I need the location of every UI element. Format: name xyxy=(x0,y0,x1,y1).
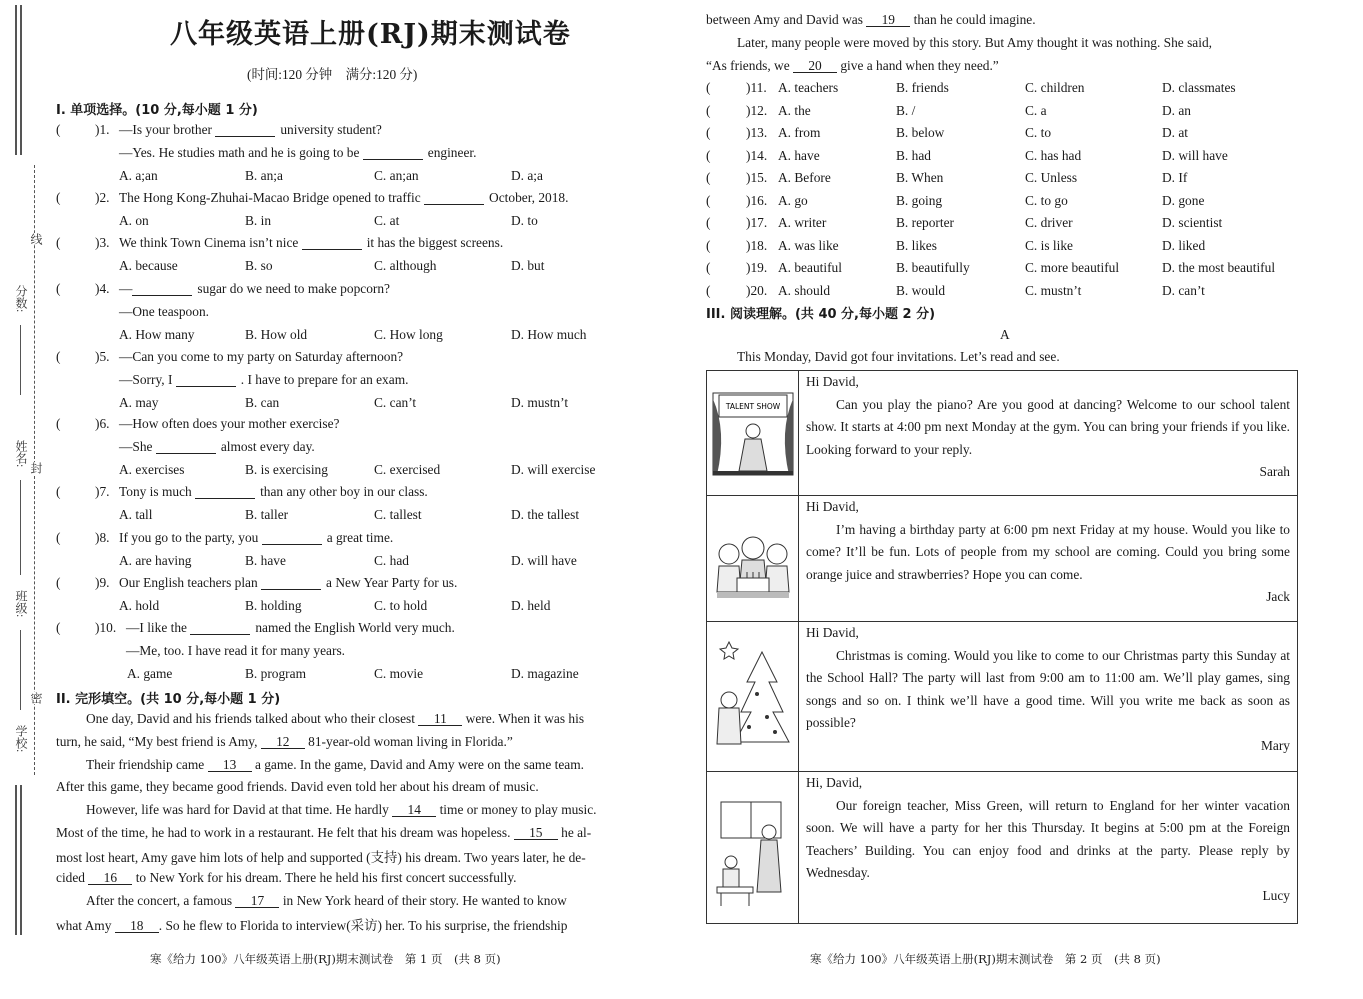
cloze-line xyxy=(737,35,1212,51)
stem-text: —Me, too. I have read it for many years. xyxy=(126,643,346,658)
question-number: )18. xyxy=(746,237,768,253)
question-number: )4. xyxy=(95,281,110,296)
option-a[interactable]: A. tall xyxy=(119,507,153,522)
option-c[interactable]: C. tallest xyxy=(374,507,422,522)
cloze-blank[interactable]: 13 xyxy=(208,758,252,772)
cloze-text: However, life was hard for David at that time. He hardly xyxy=(86,802,393,817)
question-stem xyxy=(119,122,382,138)
option-a[interactable]: A. exercises xyxy=(119,462,185,477)
cloze-blank[interactable]: 12 xyxy=(261,735,305,749)
option-d[interactable]: D. If xyxy=(1162,170,1188,185)
question-stem xyxy=(119,145,476,161)
question-stem xyxy=(119,190,568,206)
stem-text: Tony is much xyxy=(119,484,196,499)
cloze-line xyxy=(86,757,584,773)
option-a[interactable]: A. have xyxy=(778,147,820,163)
option-d[interactable]: D. liked xyxy=(1162,237,1206,253)
seal-line-mi: 密 xyxy=(29,692,43,704)
question-number: )16. xyxy=(746,192,768,208)
stem-text: a great time. xyxy=(326,530,394,545)
stem-text: —Yes. He studies math and he is going to be xyxy=(119,145,363,160)
option-a[interactable]: A. should xyxy=(778,282,831,298)
invitation-body: Our foreign teacher, Miss Green, will return to England for her winter vacation soon. We will have a party for her this Thursday. It begins at 5:00 pm at the Foreign Teachers’ Building. You can enjoy food and drinks at the party. Please reply by Wednesday. xyxy=(806,797,1290,881)
class-label: 班级: xyxy=(14,590,28,618)
question-number: )10. xyxy=(95,620,117,635)
talent-show-picture xyxy=(707,371,799,495)
question-stem xyxy=(119,439,315,455)
option-b[interactable]: B. When xyxy=(896,170,944,185)
cloze-line xyxy=(86,802,597,818)
answer-paren: ( xyxy=(706,125,711,140)
question-number: )7. xyxy=(95,484,110,499)
invitation-body: Can you play the piano? Are you good at dancing? Welcome to our school talent show. It starts at 4:00 pm next Monday at the gym. You can bring your friends if you like. Looking forward to your reply. xyxy=(806,396,1290,457)
invitation-body: Christmas is coming. Would you like to come to our Christmas party this Sunday at the School Hall? The party will last from 9:00 am to 11:00 am. We’ll play games, sing songs and so on. I think we’ll have a good time. Will you write me back as soon as possible? xyxy=(806,647,1290,731)
teacher-party-picture xyxy=(707,772,799,924)
question-number: )6. xyxy=(95,416,110,431)
answer-blank[interactable] xyxy=(195,485,255,499)
cloze-line xyxy=(56,847,586,866)
option-b[interactable]: B. an;a xyxy=(245,168,283,183)
answer-blank[interactable] xyxy=(302,236,362,250)
option-b[interactable]: B. so xyxy=(245,258,273,273)
option-b[interactable]: B. holding xyxy=(245,598,302,613)
invitation-greeting: Hi David, xyxy=(806,374,859,389)
stem-text: Our English teachers plan xyxy=(119,575,262,590)
option-c[interactable]: C. at xyxy=(374,213,400,228)
stem-text: university student? xyxy=(280,122,382,137)
stem-text: a New Year Party for us. xyxy=(326,575,458,590)
option-d[interactable]: D. the most beautiful xyxy=(1162,260,1276,275)
option-d[interactable]: D. magazine xyxy=(511,666,579,681)
option-c[interactable]: C. a xyxy=(1025,102,1047,118)
answer-paren: ( xyxy=(706,102,711,118)
invitation-row xyxy=(707,371,1297,495)
cloze-blank[interactable]: 20 xyxy=(793,59,837,73)
question-number: )19. xyxy=(746,260,768,275)
option-b[interactable]: B. can xyxy=(245,395,280,410)
question-stem xyxy=(119,372,408,388)
option-a[interactable]: A. writer xyxy=(778,215,827,230)
option-d[interactable]: D. scientist xyxy=(1162,215,1223,230)
cloze-line xyxy=(56,915,567,934)
invitation-greeting: Hi David, xyxy=(806,499,859,514)
cloze-line xyxy=(706,58,999,74)
option-d[interactable]: D. will have xyxy=(1162,147,1228,163)
cloze-text: most lost heart, Amy gave him lots of help and supported (支持) his dream. Two years later, he de- xyxy=(56,850,586,865)
option-d[interactable]: D. will exercise xyxy=(511,462,596,477)
cloze-text: a game. In the game, David and Amy were on the same team. xyxy=(251,757,585,772)
option-c[interactable]: C. more beautiful xyxy=(1025,260,1120,275)
question-stem xyxy=(126,620,455,636)
option-d[interactable]: D. a;a xyxy=(511,168,543,183)
option-a[interactable]: A. from xyxy=(778,125,821,140)
stem-text: sugar do we need to make popcorn? xyxy=(197,281,390,296)
stem-text: —I like the xyxy=(126,620,191,635)
option-c[interactable]: C. How long xyxy=(374,327,443,342)
page-footer: 寒《给力 100》八年级英语上册(RJ)期末测试卷 第 2 页 (共 8 页) xyxy=(810,952,1161,966)
question-stem xyxy=(126,643,345,659)
binding-bar-bottom xyxy=(20,785,22,935)
answer-blank[interactable] xyxy=(156,440,216,454)
option-c[interactable]: C. to xyxy=(1025,125,1052,140)
section1-title: I. 单项选择。(10 分,每小题 1 分) xyxy=(56,103,258,118)
answer-paren: ( xyxy=(56,349,61,364)
option-a[interactable]: A. game xyxy=(127,666,173,681)
question-number: )3. xyxy=(95,235,110,250)
cloze-line xyxy=(56,734,513,750)
invitation-signature: Lucy xyxy=(1262,887,1290,903)
stem-text: . I have to prepare for an exam. xyxy=(240,372,409,387)
seal-line-feng: 封 xyxy=(29,462,43,474)
stem-text: —One teaspoon. xyxy=(119,304,209,319)
school-label: 学校: xyxy=(14,725,28,753)
answer-paren: ( xyxy=(706,237,711,253)
option-b[interactable]: B. taller xyxy=(245,507,289,522)
stem-text: — xyxy=(119,281,133,296)
cloze-blank[interactable]: 15 xyxy=(514,826,558,840)
binding-bar-bottom xyxy=(15,785,17,935)
option-a[interactable]: A. go xyxy=(778,192,808,208)
invitation-text xyxy=(806,371,1290,484)
cloze-text: Later, many people were moved by this story. But Amy thought it was nothing. She said, xyxy=(737,35,1213,50)
passage-intro: This Monday, David got four invitations. Let’s read and see. xyxy=(737,349,1060,364)
christmas-party-picture xyxy=(707,622,799,772)
answer-paren: ( xyxy=(706,260,711,275)
stem-text: than any other boy in our class. xyxy=(260,484,428,499)
answer-paren: ( xyxy=(706,80,711,95)
option-a[interactable]: A. How many xyxy=(119,327,195,342)
question-stem xyxy=(119,575,457,591)
birthday-party-picture xyxy=(707,496,799,622)
answer-paren: ( xyxy=(706,147,711,163)
option-d[interactable]: D. can’t xyxy=(1162,282,1205,298)
passage-label: A xyxy=(1000,327,1010,342)
option-b[interactable]: B. reporter xyxy=(896,215,955,230)
question-number: )8. xyxy=(95,530,110,545)
option-c[interactable]: C. movie xyxy=(374,666,424,681)
cloze-line xyxy=(86,711,584,727)
invitation-greeting: Hi David, xyxy=(806,625,859,640)
option-d[interactable]: D. but xyxy=(511,258,545,273)
option-c[interactable]: C. children xyxy=(1025,80,1085,95)
invitation-row xyxy=(707,771,1297,924)
option-c[interactable]: C. is like xyxy=(1025,237,1073,253)
cloze-text: Most of the time, he had to work in a restaurant. He felt that his dream was hopeless. xyxy=(56,825,514,840)
answer-paren: ( xyxy=(706,282,711,298)
cloze-blank[interactable]: 17 xyxy=(235,894,279,908)
option-b[interactable]: B. program xyxy=(245,666,306,681)
exam-subtitle: (时间:120 分钟 满分:120 分) xyxy=(247,67,418,82)
option-b[interactable]: B. have xyxy=(245,553,286,568)
option-b[interactable]: B. beautifully xyxy=(896,260,970,275)
option-d[interactable]: D. held xyxy=(511,598,551,613)
option-b[interactable]: B. / xyxy=(896,102,916,118)
stem-text: —Is your brother xyxy=(119,122,216,137)
question-number: )9. xyxy=(95,575,110,590)
cloze-text: cided xyxy=(56,870,89,885)
option-c[interactable]: C. driver xyxy=(1025,215,1073,230)
option-d[interactable]: D. classmates xyxy=(1162,80,1236,95)
option-a[interactable]: A. a;an xyxy=(119,168,158,183)
name-line xyxy=(20,480,21,575)
invitation-text xyxy=(806,496,1290,609)
cloze-text: After the concert, a famous xyxy=(86,893,236,908)
stem-text: almost every day. xyxy=(220,439,315,454)
question-number: )12. xyxy=(746,102,768,118)
option-a[interactable]: A. was like xyxy=(778,237,839,253)
cloze-text: turn, he said, “My best friend is Amy, xyxy=(56,734,261,749)
answer-paren: ( xyxy=(706,215,711,230)
question-stem xyxy=(119,281,390,297)
cloze-text: give a hand when they need.” xyxy=(837,58,999,73)
question-stem xyxy=(119,484,428,500)
answer-paren: ( xyxy=(56,235,61,250)
cloze-text: . So he flew to Florida to interview(采访) her. To his surprise, the friendship xyxy=(158,918,568,933)
question-stem xyxy=(119,530,393,546)
option-c[interactable]: C. can’t xyxy=(374,395,417,410)
invitation-row xyxy=(707,495,1297,622)
question-number: )14. xyxy=(746,147,768,163)
option-a[interactable]: A. are having xyxy=(119,553,192,568)
invitation-row xyxy=(707,621,1297,772)
answer-paren: ( xyxy=(56,620,61,635)
option-c[interactable]: C. to hold xyxy=(374,598,428,613)
question-stem xyxy=(119,349,403,365)
option-b[interactable]: B. is exercising xyxy=(245,462,328,477)
cloze-text: After this game, they became good friends. David even told her about his dream of music. xyxy=(56,779,539,794)
cloze-text: were. When it was his xyxy=(462,711,585,726)
option-b[interactable]: B. would xyxy=(896,282,946,298)
question-number: )13. xyxy=(746,125,768,140)
option-d[interactable]: D. at xyxy=(1162,125,1189,140)
cloze-line xyxy=(86,893,567,909)
option-c[interactable]: C. has had xyxy=(1025,147,1082,163)
question-number: )11. xyxy=(746,80,767,95)
answer-blank[interactable] xyxy=(215,123,275,137)
cloze-blank[interactable]: 14 xyxy=(392,803,436,817)
cloze-line xyxy=(56,779,539,795)
option-a[interactable]: A. hold xyxy=(119,598,160,613)
cloze-text: he al- xyxy=(557,825,592,840)
answer-paren: ( xyxy=(56,530,61,545)
question-number: )17. xyxy=(746,215,768,230)
stem-text: We think Town Cinema isn’t nice xyxy=(119,235,302,250)
option-a[interactable]: A. Before xyxy=(778,170,831,185)
answer-blank[interactable] xyxy=(262,531,322,545)
binding-bar-top xyxy=(15,5,17,155)
cloze-blank[interactable]: 16 xyxy=(88,871,132,885)
option-b[interactable]: B. in xyxy=(245,213,272,228)
option-a[interactable]: A. may xyxy=(119,395,159,410)
option-a[interactable]: A. because xyxy=(119,258,178,273)
cloze-text: “As friends, we xyxy=(706,58,794,73)
stem-text: If you go to the party, you xyxy=(119,530,262,545)
page-2 xyxy=(690,0,1363,999)
option-d[interactable]: D. to xyxy=(511,213,538,228)
answer-paren: ( xyxy=(706,170,711,185)
cloze-text: than he could imagine. xyxy=(910,12,1036,27)
invitation-text xyxy=(806,772,1290,908)
answer-paren: ( xyxy=(706,192,711,208)
cloze-text: between Amy and David was xyxy=(706,12,867,27)
answer-blank[interactable] xyxy=(261,576,321,590)
option-d[interactable]: D. gone xyxy=(1162,192,1205,208)
option-d[interactable]: D. mustn’t xyxy=(511,395,569,410)
stem-text: it has the biggest screens. xyxy=(366,235,504,250)
question-number: )5. xyxy=(95,349,110,364)
cloze-text: 81-year-old woman living in Florida.” xyxy=(304,734,513,749)
score-label: 分数: xyxy=(14,285,28,313)
option-b[interactable]: B. had xyxy=(896,147,931,163)
option-d[interactable]: D. How much xyxy=(511,327,587,342)
answer-paren: ( xyxy=(56,416,61,431)
answer-paren: ( xyxy=(56,575,61,590)
answer-blank[interactable] xyxy=(176,373,236,387)
invitation-signature: Sarah xyxy=(1259,464,1290,480)
invitation-greeting: Hi, David, xyxy=(806,775,863,790)
cloze-blank[interactable]: 18 xyxy=(115,919,159,933)
answer-blank[interactable] xyxy=(132,282,192,296)
section2-title: II. 完形填空。(共 10 分,每小题 1 分) xyxy=(56,692,281,707)
seal-line-xian: 线 xyxy=(29,233,43,245)
answer-paren: ( xyxy=(56,122,61,137)
stem-text: —She xyxy=(119,439,156,454)
option-b[interactable]: B. going xyxy=(896,192,943,208)
answer-paren: ( xyxy=(56,190,61,205)
cloze-text: Their friendship came xyxy=(86,757,208,772)
option-a[interactable]: A. the xyxy=(778,102,811,118)
answer-paren: ( xyxy=(56,484,61,499)
option-c[interactable]: C. an;an xyxy=(374,168,419,183)
invitations-table xyxy=(706,370,1298,924)
question-stem xyxy=(119,416,340,432)
cloze-text: One day, David and his friends talked about who their closest xyxy=(86,711,419,726)
question-number: )20. xyxy=(746,282,768,298)
page-footer: 寒《给力 100》八年级英语上册(RJ)期末测试卷 第 1 页 (共 8 页) xyxy=(150,952,501,966)
question-number: )1. xyxy=(95,122,110,137)
invitation-body: I’m having a birthday party at 6:00 pm next Friday at my house. Would you like to come? It’ll be fun. Lots of people from my school are coming. Could you bring some orange juice and strawberries? Hope you can come. xyxy=(806,521,1290,582)
cloze-blank[interactable]: 19 xyxy=(866,13,910,27)
page-1 xyxy=(0,0,675,999)
page-title: 八年级英语上册(RJ)期末测试卷 xyxy=(170,19,571,50)
invitation-signature: Jack xyxy=(1266,589,1290,605)
cloze-line xyxy=(56,870,517,886)
option-c[interactable]: C. had xyxy=(374,553,409,568)
answer-blank[interactable] xyxy=(363,146,423,160)
invitation-text xyxy=(806,622,1290,758)
question-stem xyxy=(119,304,209,320)
option-c[interactable]: C. exercised xyxy=(374,462,441,477)
invitation-signature: Mary xyxy=(1260,737,1290,753)
score-line xyxy=(20,325,21,395)
stem-text: The Hong Kong-Zhuhai-Macao Bridge opened to traffic xyxy=(119,190,425,205)
question-number: )15. xyxy=(746,170,768,185)
option-d[interactable]: D. the tallest xyxy=(511,507,580,522)
question-number: )2. xyxy=(95,190,110,205)
answer-blank[interactable] xyxy=(424,191,484,205)
stem-text: engineer. xyxy=(427,145,477,160)
stem-text: October, 2018. xyxy=(489,190,569,205)
cloze-line xyxy=(706,12,1036,28)
cloze-text: time or money to play music. xyxy=(436,802,597,817)
option-b[interactable]: B. friends xyxy=(896,80,949,95)
option-d[interactable]: D. an xyxy=(1162,102,1192,118)
section3-title: III. 阅读理解。(共 40 分,每小题 2 分) xyxy=(706,307,936,322)
cloze-line xyxy=(56,825,591,841)
option-a[interactable]: A. on xyxy=(119,213,149,228)
option-a[interactable]: A. teachers xyxy=(778,80,839,95)
stem-text: —Sorry, I xyxy=(119,372,176,387)
stem-text: named the English World very much. xyxy=(255,620,455,635)
stem-text: —Can you come to my party on Saturday afternoon? xyxy=(119,349,404,364)
cloze-text: what Amy xyxy=(56,918,115,933)
option-b[interactable]: B. likes xyxy=(896,237,937,253)
stem-text: —How often does your mother exercise? xyxy=(119,416,340,431)
talent-show-sign: TALENT SHOW xyxy=(725,402,781,411)
answer-blank[interactable] xyxy=(190,621,250,635)
cloze-text: in New York heard of their story. He wanted to know xyxy=(279,893,567,908)
option-c[interactable]: C. Unless xyxy=(1025,170,1078,185)
option-b[interactable]: B. below xyxy=(896,125,945,140)
option-b[interactable]: B. How old xyxy=(245,327,308,342)
name-label: 姓名: xyxy=(14,440,28,468)
option-c[interactable]: C. although xyxy=(374,258,437,273)
option-c[interactable]: C. to go xyxy=(1025,192,1068,208)
binding-bar-top xyxy=(20,5,22,155)
option-a[interactable]: A. beautiful xyxy=(778,260,842,275)
class-line xyxy=(20,630,21,710)
cloze-blank[interactable]: 11 xyxy=(418,712,462,726)
answer-paren: ( xyxy=(56,281,61,296)
option-d[interactable]: D. will have xyxy=(511,553,577,568)
cloze-text: to New York for his dream. There he held his first concert successfully. xyxy=(132,870,517,885)
question-stem xyxy=(119,235,503,251)
option-c[interactable]: C. mustn’t xyxy=(1025,282,1082,298)
